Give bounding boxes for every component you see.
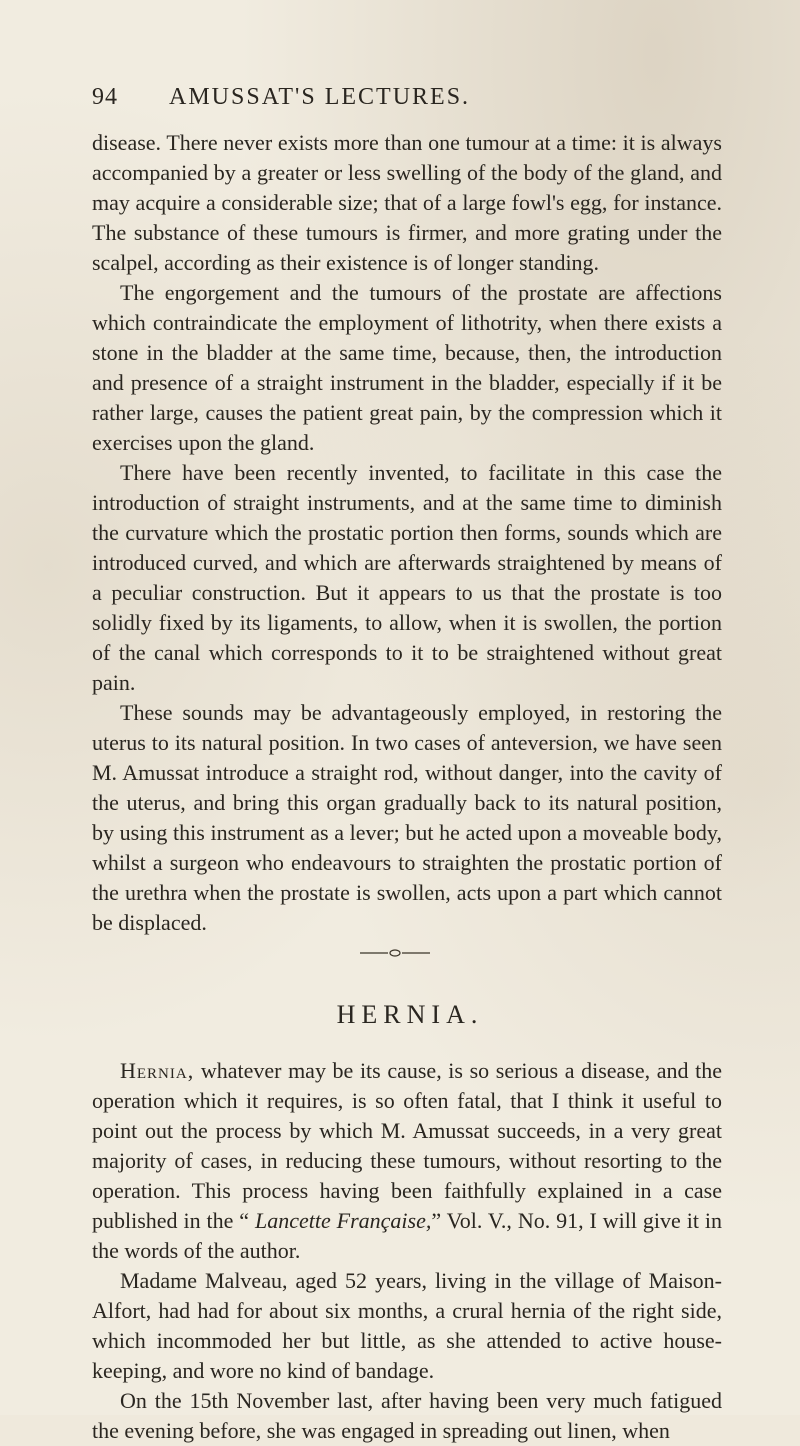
journal-title: Lancette Française, bbox=[254, 1208, 432, 1233]
running-title: AMUSSAT'S LECTURES. bbox=[169, 84, 471, 110]
hernia-p1-text: whatever may be its cause, is so serious a disease, and the operation which it requires, is so often fatal, that I think it useful to point out the process by which M. Amussat succeeds, in a very great majority of cases, in reducing these tumours, without resorting to the operation. This process having been faithfully explained in a case published in the “ bbox=[92, 1058, 722, 1233]
paragraph-2: The engorgement and the tumours of the prostate are affections which contraindicate the employment of lithotrity, when there exists a stone in the bladder at the same time, because, then, the introduction and presence of a straight instrument in the bladder, especially if it be rather large, causes the patient great pain, by the compression which it exercises upon the gland. bbox=[92, 280, 722, 455]
page-number: 94 bbox=[92, 84, 118, 110]
body-text-top bbox=[92, 128, 722, 938]
hernia-paragraph-2: Madame Malveau, aged 52 years, living in the village of Maison-Alfort, had had for about six months, a crural hernia of the right side, which incommoded her but little, as she attended to active house-keeping, and wore no kind of bandage. bbox=[92, 1268, 722, 1383]
hernia-p1-text-end: ” Vol. V., No. 91, I will give it in the words of the author. bbox=[92, 1208, 722, 1263]
hernia-lead-word: Hernia, bbox=[120, 1058, 195, 1083]
hernia-paragraph-1 bbox=[92, 1056, 722, 1266]
section-heading: HERNIA. bbox=[336, 1000, 484, 1029]
paragraph-1: disease. There never exists more than one tumour at a time: it is always accompanied by a greater or less swelling of the body of the gland, and may acquire a considerable size; that of a large fowl's egg, for instance. The substance of these tumours is firmer, and more grating under the scalpel, according as their existence is of longer standing. bbox=[92, 130, 722, 275]
body-text-hernia bbox=[92, 1056, 722, 1446]
hernia-paragraph-3: On the 15th November last, after having been very much fatigued the evening before, she was engaged in spreading out linen, when bbox=[92, 1388, 722, 1443]
paragraph-3: There have been recently invented, to facilitate in this case the introduction of straight instruments, and at the same time to diminish the curvature which the prostatic portion then forms, sounds which are introduced curved, and which are afterwards straightened by means of a peculiar construction. But it appears to us that the prostate is too solidly fixed by its ligaments, to allow, when it is swollen, the portion of the canal which corresponds to it to be straightened without great pain. bbox=[92, 460, 722, 695]
paragraph-4: These sounds may be advantageously employed, in restoring the uterus to its natural position. In two cases of anteversion, we have seen M. Amussat introduce a straight rod, without danger, into the cavity of the uterus, and bring this organ gradually back to its natural position, by using this instrument as a lever; but he acted upon a moveable body, whilst a surgeon who endeavours to straighten the prostatic portion of the urethra when the prostate is swollen, acts upon a part which cannot be displaced. bbox=[92, 700, 722, 935]
page-header bbox=[92, 84, 562, 111]
section-divider bbox=[360, 948, 430, 958]
